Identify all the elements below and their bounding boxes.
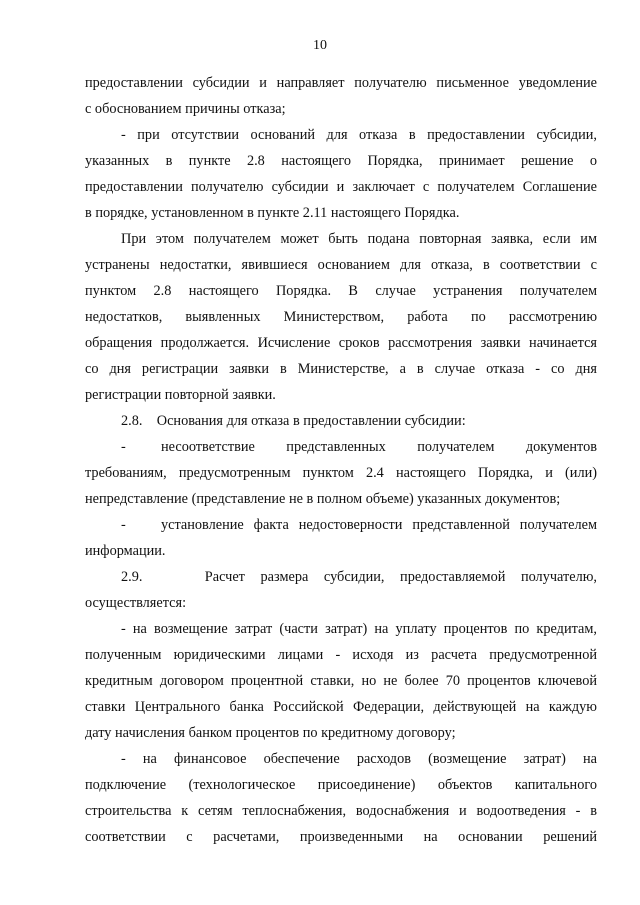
paragraph-8: [85, 616, 597, 746]
text-line: подключение (технологическое присоединение) объектов капитального: [85, 777, 597, 793]
text-line: требованиям, предусмотренным пунктом 2.4 настоящего Порядка, и (или): [85, 465, 597, 481]
text-line: недостатков, выявленных Министерством, работа по рассмотрению: [85, 309, 597, 325]
text-line: 2.8. Основания для отказа в предоставлении субсидии:: [121, 413, 466, 429]
text-line: - при отсутствии оснований для отказа в предоставлении субсидии,: [121, 127, 597, 143]
text-line: указанных в пункте 2.8 настоящего Порядка, принимает решение о: [85, 153, 597, 169]
text-line: со дня регистрации заявки в Министерстве, а в случае отказа - со дня: [85, 361, 597, 377]
text-line: устранены недостатки, явившиеся основанием для отказа, в соответствии с: [85, 257, 597, 273]
text-line: - на возмещение затрат (части затрат) на уплату процентов по кредитам,: [121, 621, 597, 637]
text-line: непредставление (представление не в полном объеме) указанных документов;: [85, 491, 561, 507]
section-2-9-heading: [85, 564, 597, 616]
text-line: установление факта недостоверности представленной получателем: [161, 517, 597, 533]
text-line: - на финансовое обеспечение расходов (возмещение затрат) на: [121, 751, 597, 767]
text-line: пунктом 2.8 настоящего Порядка. В случае устранения получателем: [85, 283, 597, 299]
text-line: ставки Центрального банка Российской Федерации, действующей на каждую: [85, 699, 597, 715]
dash-line: [85, 512, 597, 538]
paragraph-2: [85, 122, 597, 226]
text-line: в порядке, установленном в пункте 2.11 настоящего Порядка.: [85, 205, 460, 221]
text-line: предоставлении субсидии и направляет получателю письменное уведомление: [85, 75, 597, 91]
text-line: соответствии с расчетами, произведенными на основании решений: [85, 829, 597, 845]
dash-marker: -: [121, 439, 126, 455]
paragraph-5: [85, 434, 597, 512]
paragraph-6: [85, 512, 597, 564]
document-body: [85, 70, 597, 850]
paragraph-9: [85, 746, 597, 850]
text-line: с обоснованием причины отказа;: [85, 101, 286, 117]
text-line: полученным юридическими лицами - исходя из расчета предусмотренной: [85, 647, 597, 663]
text-line: кредитным договором процентной ставки, но не более 70 процентов ключевой: [85, 673, 597, 689]
section-2-8-heading: [85, 408, 597, 434]
paragraph-3: [85, 226, 597, 408]
text-line: дату начисления банком процентов по кредитному договору;: [85, 725, 456, 741]
page-number: 10: [313, 38, 327, 53]
text-line: информации.: [85, 543, 166, 559]
text-line: предоставлении получателю субсидии и заключает с получателем Соглашение: [85, 179, 597, 195]
dash-line: [85, 434, 597, 460]
text-line: строительства к сетям теплоснабжения, водоснабжения и водоотведения - в: [85, 803, 597, 819]
dash-marker: -: [121, 517, 126, 533]
text-line: 2.9. Расчет размера субсидии, предоставляемой получателю,: [121, 569, 597, 585]
text-line: При этом получателем может быть подана повторная заявка, если им: [121, 231, 597, 247]
text-line: регистрации повторной заявки.: [85, 387, 276, 403]
text-line: осуществляется:: [85, 595, 187, 611]
text-line: несоответствие представленных получателем документов: [161, 439, 597, 455]
text-line: обращения продолжается. Исчисление сроков рассмотрения заявки начинается: [85, 335, 597, 351]
paragraph-1: [85, 70, 597, 122]
